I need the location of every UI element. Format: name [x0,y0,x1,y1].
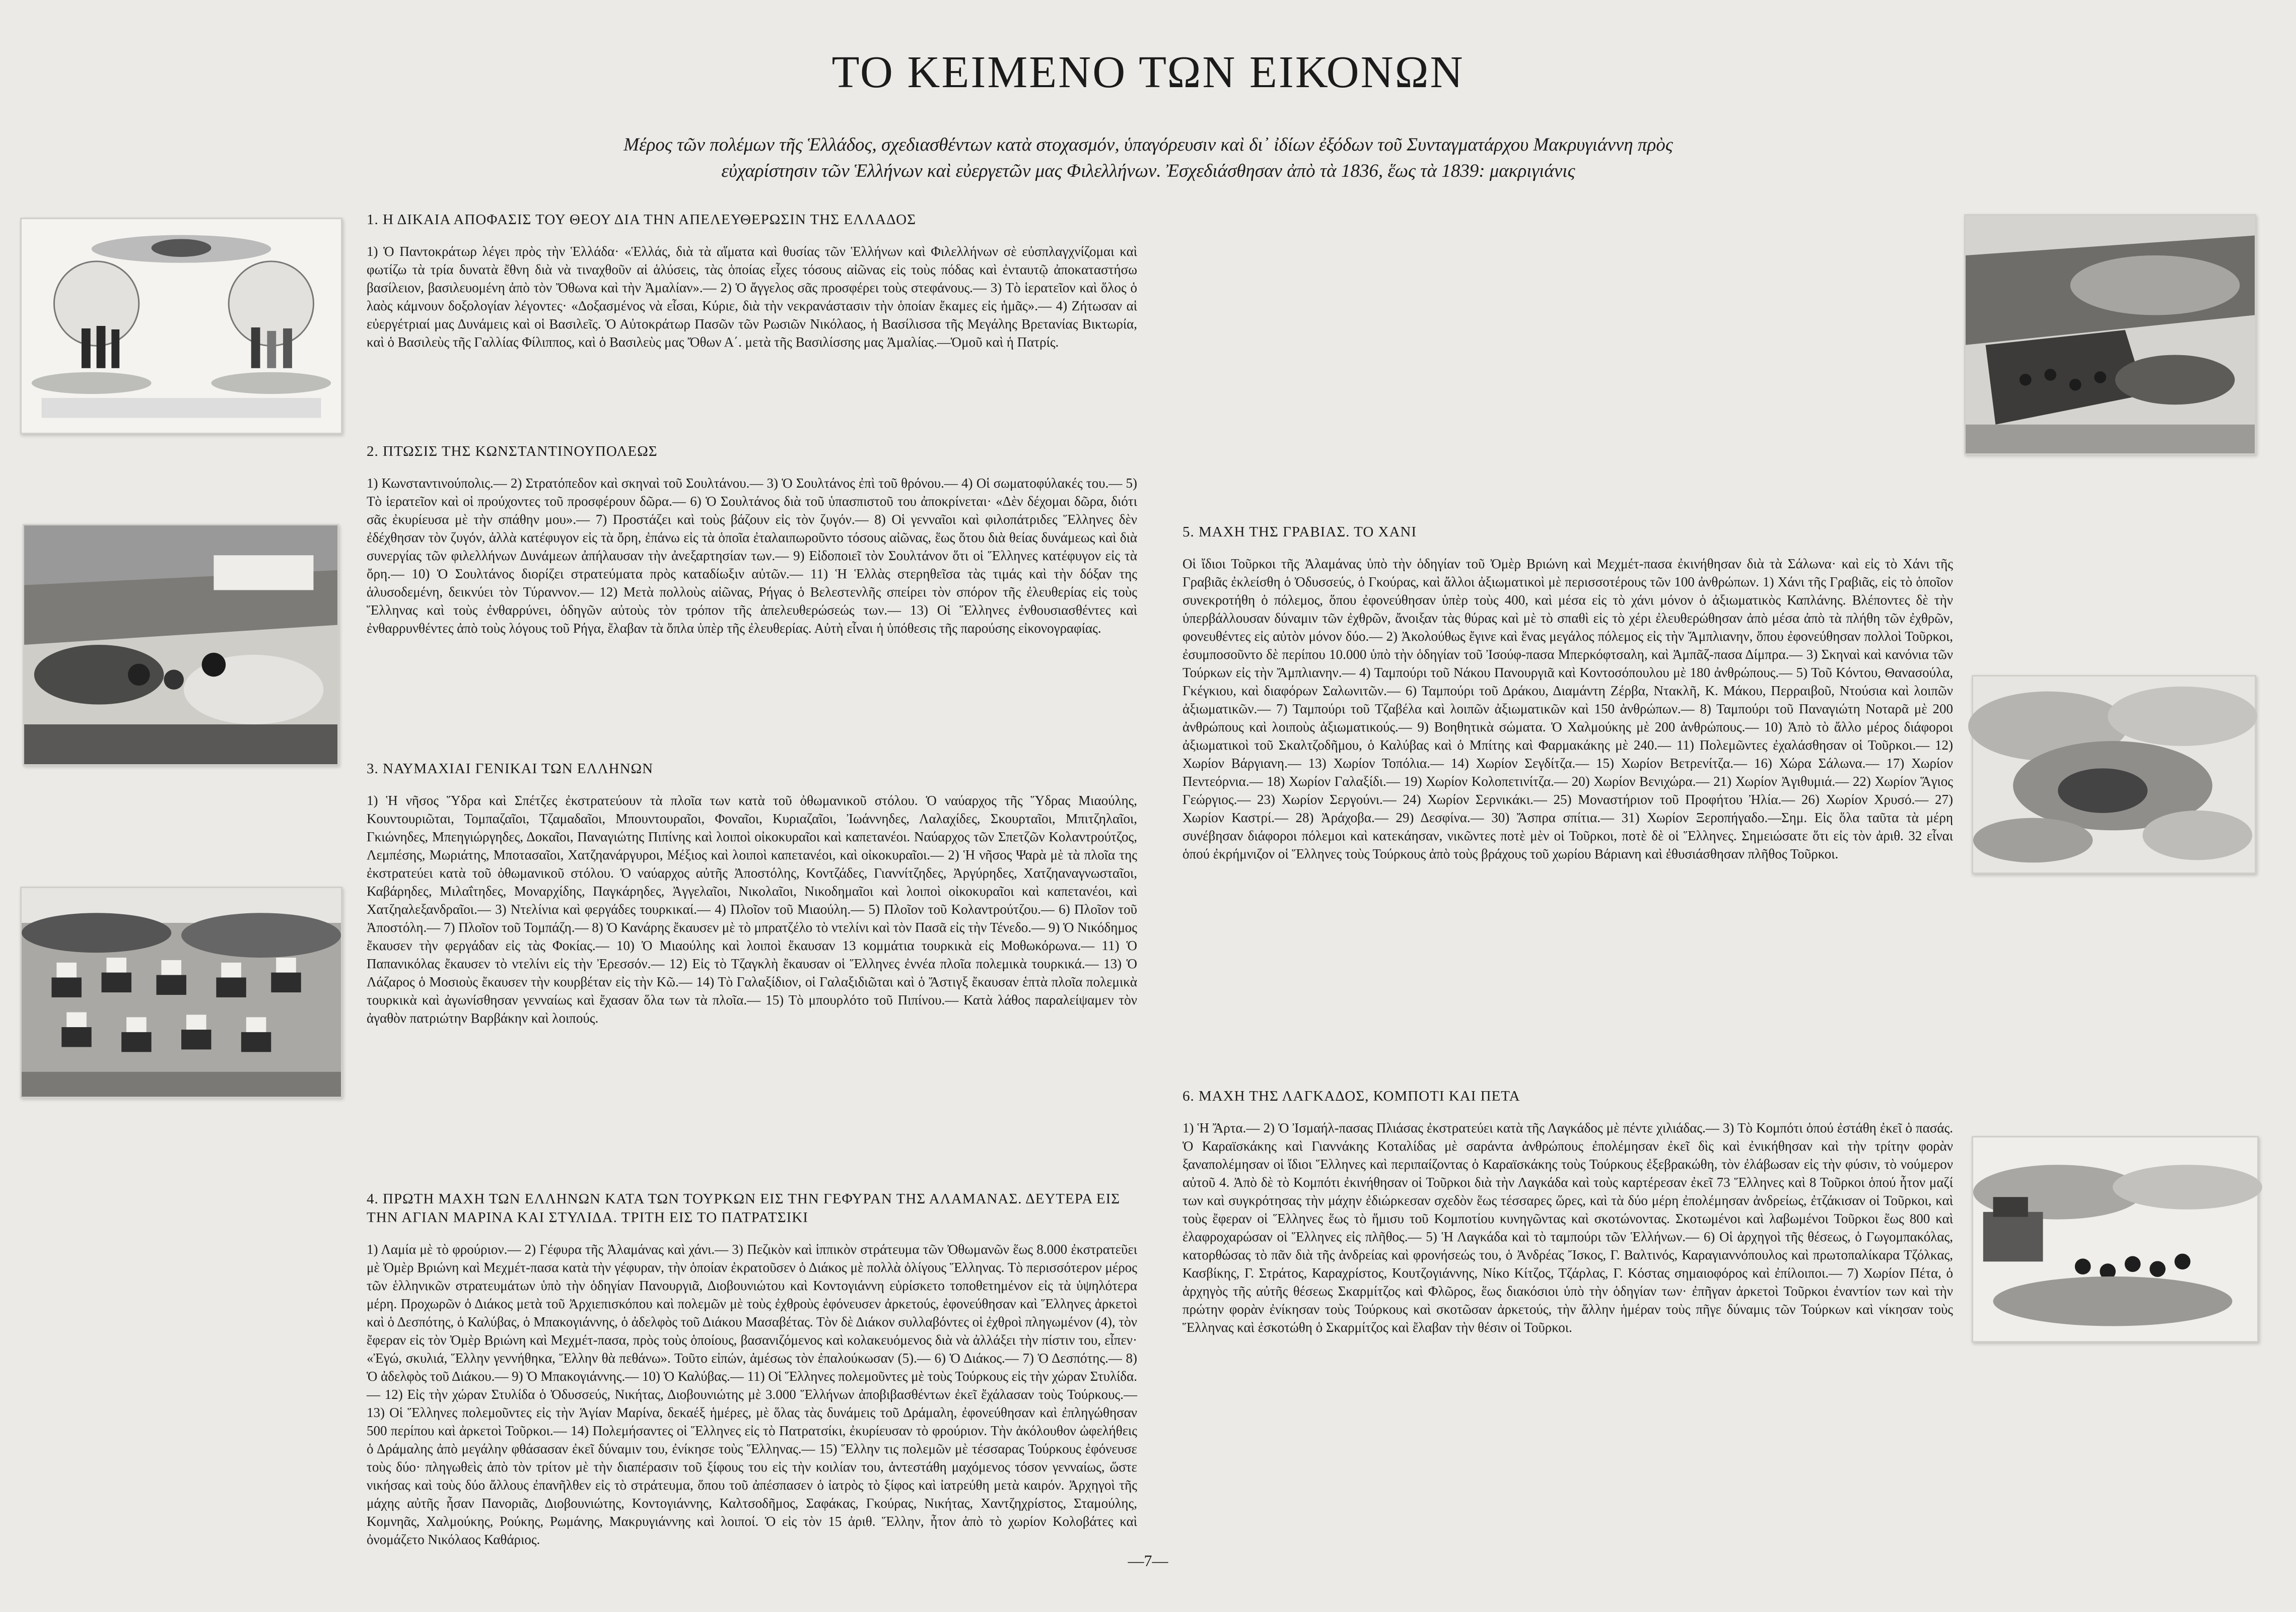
image-2-illustration [24,525,337,764]
section-5 [1182,523,1953,1067]
section-2-heading: 2. ΠΤΩΣΙΣ ΤΗΣ ΚΩΝΣΤΑΝΤΙΝΟΥΠΟΛΕΩΣ [367,443,658,459]
section-4-text: 1) Λαμία μὲ τὸ φρούριον.— 2) Γέφυρα τῆς Ἀλαμάνας καὶ χάνι.— 3) Πεζικὸν καὶ ἱππικὸν στράτευμα τῶν Ὀθωμανῶν ἕως 8.000 ἐκστρατεῦει μὲ Ὀμὲρ Βριώνη καὶ Μεχμέτ-πασα κατὰ τὴν γέφυραν, τὴν ὁποίαν ἐκρατοῦσεν ὁ Διάκος μὲ πολλὰ ὀλίγους Ἕλληνας. Τὸ περισσότερον μέρος τῶν ἑλληνικῶν στρατευμάτων ὑπὸ τὴν ὁδηγίαν Πανουργιᾶ, Διοβουνιώτου καὶ Κοντογιάννη εὑρίσκετο τοποθετημένον εἰς τὰ ὑψηλότερα μέρη. Προχωρῶν ὁ Διάκος μετὰ τοῦ Ἀρχιεπισκόπου καὶ πολεμῶν μὲ τοὺς ἐχθροὺς ἐφόνευσεν ἀρκετούς, ἐφονεύθησαν καὶ Ἕλληνες ἀρκετοὶ καὶ ὁ Δεσπότης, ὁ Καλύβας, ὁ Μπακογιάννης, ὁ ἀδελφὸς τοῦ Διάκου Μασαβέτας. Τὸν δὲ Διάκον συλλαβόντες οἱ ἐχθροὶ πληγωμένον (4), τὸν ἔφεραν εἰς τὸν Ὀμὲρ Βριώνη καὶ Μεχμέτ-πασα, πρὸς τοὺς ὁποίους, βασανιζόμενος καὶ κολακευόμενος διὰ νὰ ἀλλάξει τὴν πίστιν του, εἶπεν· «Ἐγώ, σκυλιά, Ἕλλην γεννήθηκα, Ἕλλην θὰ πεθάνω». Τοῦτο εἰπών, ἀμέσως τὸν ἐπαλούκωσαν (5).— 6) Ὁ Διάκος.— 7) Ὁ Δεσπότης.— 8) Ὁ ἀδελφὸς τοῦ Διάκου.— 9) Ὁ Μπακογιάννης.— 10) Ὁ Καλύβας.— 11) Οἱ Ἕλληνες πολεμοῦντες μὲ τοὺς Τούρκους εἰς τὴν χώραν Στυλίδα.— 12) Εἰς τὴν χώραν Στυλίδα ὁ Ὀδυσσεύς, Νικήτας, Διοβουνιώτης μὲ 3.000 Ἕλλήνων ἀποβιβασθέντων ἐκεῖ ἔχάλασαν τοὺς Τούρκους.— 13) Οἱ Ἕλληνες πολεμοῦντες εἰς τὴν Ἁγίαν Μαρίνα, δεκαέξ ἡμέρες, μὲ ὅλας τὰς δυνάμεις τοῦ Δράμαλη, ἐφονεύθησαν καὶ ἐπληγώθησαν 500 περίπου καὶ ἀρκετοὶ Τοῦρκοι.— 14) Πολεμήσαντες οἱ Ἕλληνες εἰς τὸ Πατρατσίκι, ἐκυρίευσαν τὸ φρούριον. Τὴν ἀκόλουθον ὠφελήθεις ὁ Δράμαλης ἀπὸ μεγάλην φθάσασαν ἐκεῖ δύναμιν του, ἐνίκησε τοὺς Ἕλληνας.— 15) Ἕλλην τις πολεμῶν μὲ τέσσαρας Τούρκους ἐφόνευσε τοὺς δύο· πληγωθεὶς ἀπὸ τὸν τρίτον μὲ τὴν διαπέρασιν τοῦ ξίφους του εἰς τὴν κοιλίαν του, ἀντεστάθη μαχόμενος τόσον γενναίως, ὥστε νικήσας καὶ τοὺς δύο ἄλλους ἐπανῆλθεν εἰς τὸ στράτευμα, ὅπου τοῦ ἀπέσπασεν ὁ ἰατρὸς τὸ ξίφος καὶ ἰατρεύθη μετὰ καιρόν. Ἀρχηγοὶ τῆς μάχης αὐτῆς ἦσαν Πανοριᾶς, Διοβουνιώτης, Κοντογιάννης, Καλτσοδῆμος, Σαφάκας, Γκούρας, Νικήτας, Χαντζηχρίστος, Σταμούλης, Κομνηᾶς, Χαλμούκης, Ρούκης, Ρωμάνης, Μακρυγιάννης καὶ λοιποί. Ὁ εἰς τὸν 15 ἀριθ. Ἕλλην, ἦτον ἀπὸ τὸ χωρίον Κολοβάτες καὶ ὀνομάζετο Νικόλαος Καθάριος. [367,1242,1137,1547]
image-1-divine-decision [20,218,342,434]
section-1-heading: 1. Η ΔΙΚΑΙΑ ΑΠΟΦΑΣΙΣ ΤΟΥ ΘΕΟΥ ΔΙΑ ΤΗΝ ΑΠΕΛΕΥΘΕΡΩΣΙΝ ΤΗΣ ΕΛΛΑΔΟΣ [367,212,916,228]
subtitle-line-1: Μέρος τῶν πολέμων τῆς Ἑλλάδος, σχεδιασθέντων κατὰ στοχασμόν, ὑπαγόρευσιν καὶ δι᾿ ἰδίων ἐξόδων τοῦ Συνταγματάρχου Μακρυγιάννη πρὸς [623,135,1673,155]
image-3-illustration [22,888,341,1097]
page-title: ΤΟ ΚΕΙΜΕΝΟ ΤΩΝ ΕΙΚΟΝΩΝ [831,47,1465,97]
text-column-left [367,211,1137,1168]
subtitle-line-2: εὐχαρίστησιν τῶν Ἑλλήνων καὶ εὐεργετῶν μας Φιλελλήνων. Ἐσχεδιάσθησαν ἀπὸ τὰ 1836, ἕως τὰ 1839: μακριγιάνις [721,161,1575,181]
section-2-text: 1) Κωνσταντινούπολις.— 2) Στρατόπεδον καὶ σκηναὶ τοῦ Σουλτάνου.— 3) Ὁ Σουλτάνος ἐπὶ τοῦ θρόνου.— 4) Οἱ σωματοφύλακές του.— 5) Τὸ ἱερατεῖον καὶ οἱ προύχοντες τοῦ προσφέρουν δῶρα.— 6) Ὁ Σουλτάνος διὰ τοῦ ὑπασπιστοῦ του ἀποκρίνεται· «Δὲν δέχομαι δῶρα, διότι σᾶς ἐκυρίευσα μὲ τὴν σπάθην μου».— 7) Προστάζει καὶ τοὺς βάζουν εἰς τὸν ζυγόν.— 8) Οἱ γενναῖοι καὶ φιλοπάτριδες Ἕλληνες δὲν ἐδέχθησαν τὸν ζυγόν, ἀλλὰ κατέφυγον εἰς τὰ ὄρη, ἐπάνω εἰς τὰ ὁποῖα ἐταλαιπωροῦντο τόσους αἰῶνας, ἕως ὅτου διὰ θείας δυνάμεως καὶ διὰ συνεργίας τῶν φιλελλήνων Δυνάμεων ἀπήλαυσαν τὴν ἀνεξαρτησίαν των.— 9) Εἰδοποιεῖ τὸν Σουλτάνον ὅτι οἱ Ἕλληνες κατέφυγον εἰς τὰ ὄρη.— 10) Ὁ Σουλτάνος διορίζει στρατεύματα πρὸς καταδίωξιν αὐτῶν.— 11) Ἡ Ἑλλὰς στερηθεῖσα τὰς τιμάς καὶ τὴν δόξαν της ἁλυσοδεμένη, δεικνύει τὸν Τύραννον.— 12) Μετὰ πολλοὺς αἰῶνας, Ρήγας ὁ Βελεστενλῆς σπείρει τὸν σπόρον τῆς ἐλευθερίας εἰς τοὺς Ἕλληνας καὶ τοὺς ἐνθαρρύνει, ὁδηγῶν αὐτοὺς τὸν τρόπον τῆς ἀπελευθερώσεώς των.— 13) Οἱ Ἕλληνες ἐνθουσιασθέντες καὶ ἐνθαρρυνθέντες ἀπὸ τοὺς λόγους τοῦ Ρήγα, ἔλαβαν τὰ ὅπλα ὑπὲρ τῆς ἐλευθερίας. Αὐτὴ εἶναι ἡ ὑπόθεσις τῆς παρούσης εἰκονογραφίας. [367,476,1137,636]
page-number: —7— [1128,1552,1168,1570]
image-3-naval-battles [20,887,342,1098]
image-6-battle-of-lagkada [1972,1136,2259,1342]
image-6-illustration [1973,1137,2257,1341]
section-4-left [367,1190,1137,1547]
image-1-illustration [22,219,341,433]
section-5-text: Οἱ ἴδιοι Τοῦρκοι τῆς Ἀλαμάνας ὑπὸ τὴν ὁδηγίαν τοῦ Ὀμὲρ Βριώνη καὶ Μεχμέτ-πασα ἐκινήθησαν διὰ τὰ Σάλωνα· καὶ εἰς τὸ Χάνι τῆς Γραβιᾶς ἐκλείσθη ὁ Ὀδυσσεύς, ὁ Γκούρας, καὶ ἄλλοι ἀξιωματικοὶ μὲ περισσοτέρους τῶν 100 ἀνθρώπων. 1) Χάνι τῆς Γραβιᾶς, εἰς τὸ ὁποῖον συνεκροτήθη ὁ πόλεμος, ὅπου ἐφονεύθησαν ὑπὲρ τοὺς 400, καὶ μέσα εἰς τὸ χάνι μόνον ὁ ἀξιωματικὸς Καπλάνης. Βλέποντες δὲ τὴν ὑπερβάλλουσαν δύναμιν τῶν ἐχθρῶν, ἄνοιξαν τὰς θύρας καὶ μὲ τὸ σπαθὶ εἰς τὸ χέρι ἐλευθερώθησαν ἀπὸ μέσα ἀπὸ τὰ πλήθη τῶν ἐχθρῶν, φονευθέντες εἰς αὐτὸν μόνον δύο.— 2) Ἀκολούθως ἔγινε καὶ ἕνας μεγάλος πόλεμος εἰς τὴν Ἄμπλιανην, ὅπου ἐφονεύθησαν πολλοὶ Τοῦρκοι, ἐσυμποσοῦντο δὲ περίπου 10.000 ὑπὸ τὴν ὁδηγίαν τοῦ Ἰσούφ-πασα Μπερκόφτσαλη, καὶ Ἀμπᾶζ-πασα Δίμπρα.— 3) Σκηναὶ καὶ κανόνια τῶν Τούρκων εἰς τὴν Ἄμπλιανην.— 4) Ταμπούρι τοῦ Νάκου Πανουργιᾶ καὶ Κοντοσόπουλου μὲ 180 ἀνθρώπους.— 5) Τοῦ Κόντου, Θανασούλα, Γκέγκιου, καὶ διαφόρων Σαλωνιτῶν.— 6) Ταμπούρι τοῦ Δράκου, Διαμάντη Ζέρβα, Ντακλῆ, Κ. Μάκου, Περραιβοῦ, Ντούσια καὶ λοιπῶν ἀξιωματικῶν.— 7) Ταμπούρι τοῦ Τζαβέλα καὶ λοιπῶν ἀξιωματικῶν καὶ 150 ἀνθρώπων.— 8) Ταμπούρι τοῦ Παναγιώτη Νοταρᾶ μὲ 200 ἀνθρώπους καὶ λοιποὺς ἀξιωματικούς.— 9) Βοηθητικὰ σώματα. Ὁ Χαλμούκης μὲ 200 ἀνθρώπους.— 10) Ἀπὸ τὸ ἄλλο μέρος διάφοροι ἀξιωματικοὶ τοῦ Σκαλτζοδῆμου, ὁ Καλύβας καὶ ὁ Μπίτης καὶ Φαρμακάκης μὲ 240.— 11) Πολεμῶντες ἐχαλάσθησαν οἱ Τοῦρκοι.— 12) Χωρίον Βάργιανη.— 13) Χωρίον Τοπόλια.— 14) Χωρίον Σεγδίτζα.— 15) Χωρίον Βετρενίτζα.— 16) Χώρα Σάλωνα.— 17) Χωρίον Πεντεόρνια.— 18) Χωρίον Γαλαξίδι.— 19) Χωρίον Κολοπετινίτζα.— 20) Χωρίον Βενιχώρα.— 21) Χωρίον Ἀγιθυμιά.— 22) Χωρίον Ἅγιος Γεώργιος.— 23) Χωρίον Σεργούνι.— 24) Χωρίον Σερνικάκι.— 25) Μοναστήριον τοῦ Προφήτου Ἠλία.— 26) Χωρίον Χρυσό.— 27) Χωρίον Καστρί.— 28) Ἀράχοβα.— 29) Δεσφίνα.— 30) Ἄσπρα σπίτια.— 31) Χωρίον Ξεροπήγαδο.—Σημ. Εἰς ὅλα ταῦτα τὰ μέρη συνέβησαν διάφοροι πόλεμοι καὶ κατεκάησαν, νικῶντες ποτὲ μὲν οἱ Τοῦρκοι, ποτὲ δὲ οἱ Ἕλληνες. Σημειώσατε ὅτι εἰς τὸν ἀριθ. 32 εἶναι ὁπού ἐκρήμνιζον οἱ Ἕλληνες τοὺς Τούρκους ἀπὸ τοὺς βράχους τοῦ χωρίου Βάριανη καὶ ἐθυσιάσθησαν πλῆθος Τοῦρκοι. [1182,556,1953,861]
subtitle [453,132,1843,184]
section-6-text: 1) Ἡ Ἄρτα.— 2) Ὁ Ἰσμαήλ-πασας Πλιάσας ἐκστρατεύει κατὰ τῆς Λαγκάδος μὲ πέντε χιλιάδας.— 3) Τὸ Κομπότι ὁπού ἐστάθη ἐκεῖ ὁ πασάς. Ὁ Καραϊσκάκης καὶ Γιαννάκης Κοταλίδας μὲ σαράντα ἀνθρώπους ἐπολέμησαν ἐκεῖ δὶς καὶ ἐνικήθησαν καὶ τὴν τρίτην φορὰν ξαναπολέμησαν οἱ ἴδιοι Ἕλληνες καὶ περιπαίζοντας ὁ Καραϊσκάκης τοὺς Τούρκους ἐξεβρακώθη, τὸν ἐλάβωσαν εἰς τὴν φύσιν, τὸ νούμερον αὐτοῦ 4. Ἀπὸ δὲ τὸ Κομπότι ἐκινήθησαν οἱ Τοῦρκοι διὰ τὴν Λαγκάδα καὶ τοὺς καρτέρεσαν ἐκεῖ 73 Ἕλληνες καὶ 8 Τοῦρκοι ὁπού ἦτον μαζί των καὶ συγκρότησας τὴν μάχην ἐδιώρκεσαν σχεδὸν ἕως τέσσαρες ὥρες, καὶ τὰ δύο μέρη ἐπολέμησαν ἀνδρείως, ἐτζάκισαν οἱ Τοῦρκοι, καὶ τοὺς ἔφεραν οἱ Ἕλληνες ἕως τὸ ἥμισυ τοῦ Κομποτίου κυνηγῶντας καὶ σκοτώνοντας. Σκοτωμένοι καὶ λαβωμένοι Τοῦρκοι ἕως 800 καὶ ἐλαφροχαρώσαν οἱ Ἕλληνες εἰς πλῆθος.— 5) Ἡ Λαγκάδα καὶ τὸ ταμπούρι τῶν Ἑλλήνων.— 6) Οἱ ἀρχηγοὶ τῆς θέσεως, ὁ Γωγομπακόλας, κατορθώσας τὸ πᾶν διὰ τῆς ἀνδρείας καὶ φρονήσεώς του, ὁ Ἀνδρέας Ἴσκος, Γ. Βαλτινός, Καραγιαννόπουλος καὶ πρωτοπαλίκαρα Τζόλκας, Κασβίκης, Γ. Στράτος, Καραχρίστος, Κουτζογιάννης, Νίκο Κίτζος, Τζάρλας, Γ. Κόστας σημαιοφόρος καὶ ἐπίλοιποι.— 7) Χωρίον Πέτα, ὁ ἀρχηγὸς τῆς αὐτῆς θέσεως Σκαρμίτζος καὶ Φλῶρος, ἕως διακόσιοι ὑπὸ τὴν ὁδηγίαν των· ἐπῆγαν ἀρκετοὶ Τοῦρκοι ἐναντίον των καὶ τὴν πρώτην φορὰν ἐνίκησαν τοὺς Τούρκους καὶ σκοτῶσαν ἀρκετούς, τὴν ἄλλην ἡμέραν τοὺς πῆγε δύναμις τῶν Τούρκων καὶ νίκησαν τοὺς Ἕλληνας καὶ ἐσκοτώθη ὁ Σκαρμίτζος καὶ ἔλαβαν τὴν θέσιν οἱ Τοῦρκοι. [1182,1120,1953,1335]
section-5-heading: 5. ΜΑΧΗ ΤΗΣ ΓΡΑΒΙΑΣ. ΤΟ ΧΑΝΙ [1182,524,1417,540]
image-2-fall-of-constantinople [23,524,339,766]
image-4-battle-of-alamana [1964,214,2256,455]
section-3-text: 1) Ἡ νῆσος Ὕδρα καὶ Σπέτζες ἐκστρατεύουν τὰ πλοῖα των κατὰ τοῦ ὀθωμανικοῦ στόλου. Ὁ ναύαρχος τῆς Ὕδρας Μιαούλης, Κουντουριῶται, Τομπαζαῖοι, Τζαμαδαῖοι, Μπουντουραῖοι, Φοναῖοι, Κυριαζαῖοι, Ἰωάννηδες, Λαλαχίδες, Σκουρταῖοι, Μπιτζηλαῖοι, Γκιώνηδες, Μπεηγιώργηδες, Δοκαῖοι, Παναγιώτης Πιπίνης καὶ λοιποὶ οἰκοκυραῖοι καὶ καπετανέοι. Ναύαρχος τῶν Σπετζῶν Κολαντρούτζος, Λεμπέσης, Μωριάτης, Μποτασαῖοι, Χατζηανάργυροι, Μέξιος καὶ λοιποὶ καπετανέοι, καὶ οἰκοκυραῖοι.— 2) Ἡ νῆσος Ψαρὰ μὲ τὰ πλοῖα της ἐκστρατεύει κατὰ τοῦ ὀθωμανικοῦ στόλου. Ὁ ναύαρχος αὐτῆς Ἀποστόλης, Κοντζάδες, Γιαννίτζηδες, Ἀργύρηδες, Χατζηαναγνωσταῖοι, Καβάρηδες, Μιλαΐτηδες, Μοναρχίδης, Παγκάρηδες, Ἀγγελαῖοι, Νικολαῖοι, Νικοδημαῖοι καὶ λοιποὶ οἰκοκυραῖοι καὶ καπετανέοι, καὶ Χατζηαλεξανδραῖοι.— 3) Ντελίνια καὶ φεργάδες τουρκικαί.— 4) Πλοῖον τοῦ Μιαούλη.— 5) Πλοῖον τοῦ Κολαντρούτζου.— 6) Πλοῖον τοῦ Ἀποστόλη.— 7) Πλοῖον τοῦ Τομπάζη.— 8) Ὁ Κανάρης ἔκαυσεν μὲ τὸ μπρατζέλο τὸ ντελίνι καὶ τὸν Πασᾶ εἰς τὴν Τένεδο.— 9) Ὁ Νικόδημος ἔκαυσεν τὴν φεργάδαν εἰς τὰς Φοκίας.— 10) Ὁ Μιαούλης καὶ λοιποὶ ἔκαυσαν 13 κομμάτια τουρκικὰ εἰς Μοθωκόρωνα.— 11) Ὁ Παπανικόλας ἔκαυσεν τὸ ντελίνι εἰς τὴν Ἐρεσσόν.— 12) Εἰς τὸ Τζαγκλὴ ἔκαυσαν οἱ Ἕλληνες ἐννέα πλοῖα πολεμικὰ τουρκικά.— 13) Ὁ Λάζαρος ὁ Μοσιοὺς ἔκαυσεν τὴν κουρβέταν εἰς τὴν Κῶ.— 14) Τὸ Γαλαξίδιον, οἱ Γαλαξιδιῶται καὶ ὁ Ἄστιγξ ἔκαυσαν ἑπτὰ πλοῖα πολεμικὰ τουρκικὰ καὶ ἀγωνίσθησαν γενναίως καὶ ἔχασαν ὅλα των τὰ πλοῖα.— 15) Τὸ μπουρλότο τοῦ Πιπίνου.— Κατὰ λάθος παραλείψαμεν τὸν ἀγαθὸν πατριώτην Βαρβάκην καὶ λοιπούς. [367,793,1137,1026]
section-6-heading: 6. ΜΑΧΗ ΤΗΣ ΛΑΓΚΑΔΟΣ, ΚΟΜΠΟΤΙ ΚΑΙ ΠΕΤΑ [1182,1088,1520,1104]
section-6 [1182,1087,1953,1336]
section-1 [367,211,1137,442]
image-5-battle-of-gravia [1972,675,2256,874]
section-3-heading: 3. ΝΑΥΜΑΧΙΑΙ ΓΕΝΙΚΑΙ ΤΩΝ ΕΛΛΗΝΩΝ [367,761,654,777]
image-5-illustration [1973,677,2255,872]
section-1-text: 1) Ὁ Παντοκράτωρ λέγει πρὸς τὴν Ἑλλάδα· «Ἑλλάς, διὰ τὰ αἵματα καὶ θυσίας τῶν Ἑλλήνων καὶ Φιλελλήνων σὲ εὐσπλαγχνίζομαι καὶ φωτίζω τὰ τρία δυνατὰ ἔθνη διὰ νὰ τιναχθοῦν αἱ ἁλύσεις, τὰς ὁποίας εἶχες τόσους αἰῶνας εἰς τοὺς πόδας καὶ ἐνταυτῷ ἀποκαταστήσω βασίλειον, βασιλευομένη ἀπὸ τὸν Ὄθωνα καὶ τὴν Ἀμαλίαν».— 2) Ὁ ἄγγελος σᾶς προσφέρει τοὺς στεφάνους.— 3) Τὸ ἱερατεῖον καὶ ὅλος ὁ λαὸς κάμνουν δοξολογίαν λέγοντες· «Δοξασμένος νὰ εἶσαι, Κύριε, διὰ τὴν νεκρανάστασιν τὴν ὁποίαν ἔκαμες εἰς ἡμᾶς».— 4) Ζήτωσαν αἱ εὐεργέτριαί μας Δυνάμεις καὶ οἱ Βασιλεῖς. Ὁ Αὐτοκράτωρ Πασῶν τῶν Ρωσιῶν Νικόλαος, ἡ Βασίλισσα τῆς Μεγάλης Βρετανίας Βικτωρία, καὶ ὁ Βασιλεὺς τῆς Γαλλίας Φίλιππος, καὶ ὁ Βασιλεὺς μας Ὄθων Α΄. μετὰ τῆς Βασιλίσσης μας Ἀμαλίας.—Ὁμοῦ καὶ ἡ Πατρίς. [367,244,1137,350]
text-column-right [1182,211,1953,1336]
section-4-heading: 4. ΠΡΩΤΗ ΜΑΧΗ ΤΩΝ ΕΛΛΗΝΩΝ ΚΑΤΑ ΤΩΝ ΤΟΥΡΚΩΝ ΕΙΣ ΤΗΝ ΓΕΦΥΡΑΝ ΤΗΣ ΑΛΑΜΑΝΑΣ. ΔΕΥΤΕΡΑ ΕΙΣ ΤΗΝ ΑΓΙΑΝ ΜΑΡΙΝΑ ΚΑΙ ΣΤΥΛΙΔΑ. ΤΡΙΤΗ ΕΙΣ ΤΟ ΠΑΤΡΑΤΣΙΚΙ [367,1191,1121,1226]
section-2 [367,442,1137,760]
image-4-illustration [1966,216,2255,453]
section-3 [367,760,1137,1168]
